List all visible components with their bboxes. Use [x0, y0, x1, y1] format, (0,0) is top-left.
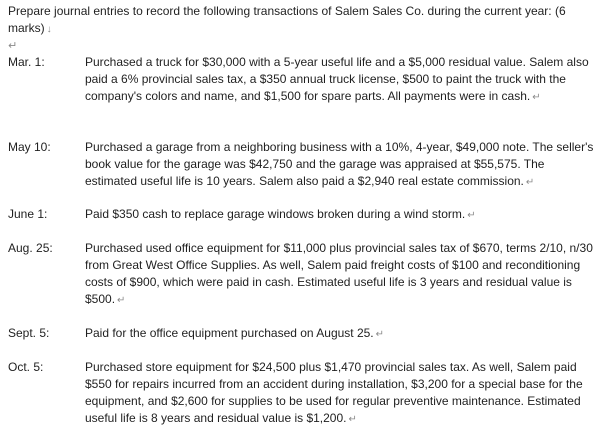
- transaction-date: Aug. 25:: [8, 241, 53, 255]
- transaction-entry: [8, 206, 594, 224]
- transaction-entry: [8, 325, 594, 343]
- transaction-entry: [8, 54, 594, 106]
- transaction-description: Purchased a truck for $30,000 with a 5-year useful life and a $5,000 residual value. Salem also paid a 6% provincial sales tax, a $350 annual truck license, $500 to paint the truck with the company's colors and name, and $1,500 for spare parts. All payments were in cash. ↵: [85, 55, 589, 103]
- transaction-description: Purchased used office equipment for $11,000 plus provincial sales tax of $670, terms 2/10, n/30 from Great West Office Supplies. As well, Salem paid freight costs of $100 and reconditioning costs of $900, which were paid in cash. Estimated useful life is 3 years and residual value is $500. ↵: [85, 241, 593, 306]
- transaction-entry: [8, 139, 594, 191]
- paragraph-mark-icon: ↵: [532, 92, 541, 103]
- line-break-mark-icon: ↓: [46, 24, 52, 35]
- transaction-description: Purchased a garage from a neighboring business with a 10%, 4-year, $49,000 note. The seller's book value for the garage was $42,750 and the garage was appraised at $55,575. The estimated useful life is 10 years. Salem also paid a $2,940 real estate commission. ↵: [85, 140, 594, 188]
- transaction-description: Paid for the office equipment purchased on August 25. ↵: [85, 326, 385, 340]
- transaction-date: May 10:: [8, 140, 51, 154]
- paragraph-mark-icon: ↵: [375, 329, 385, 340]
- transaction-description: Paid $350 cash to replace garage windows broken during a wind storm. ↵: [85, 207, 476, 221]
- paragraph-mark-icon: ↵: [467, 210, 476, 221]
- transaction-date: June 1:: [8, 207, 48, 221]
- paragraph-mark-icon: ↵: [348, 414, 357, 425]
- transaction-description: Purchased store equipment for $24,500 plus $1,470 provincial sales tax. As well, Salem paid $550 for repairs incurred from an accident during installation, $3,200 for a special base for the equipment, and $2,600 for supplies to be used for regular preventive maintenance. Estimated useful life is 8 years and residual value is $1,200. ↵: [85, 360, 583, 425]
- instructions-text: Prepare journal entries to record the following transactions of Salem Sales Co. during the current year: (6 marks): [8, 4, 566, 35]
- transaction-entry: [8, 240, 594, 309]
- paragraph-mark-icon: ↵: [525, 177, 535, 188]
- transaction-date: Oct. 5:: [8, 360, 44, 374]
- paragraph-mark-icon: ↵: [8, 40, 18, 52]
- paragraph-mark-icon: ↵: [117, 295, 126, 306]
- transaction-date: Mar. 1:: [8, 55, 45, 69]
- transaction-date: Sept. 5:: [8, 326, 50, 340]
- instructions-paragraph: [8, 3, 593, 38]
- transaction-entry: [8, 359, 594, 428]
